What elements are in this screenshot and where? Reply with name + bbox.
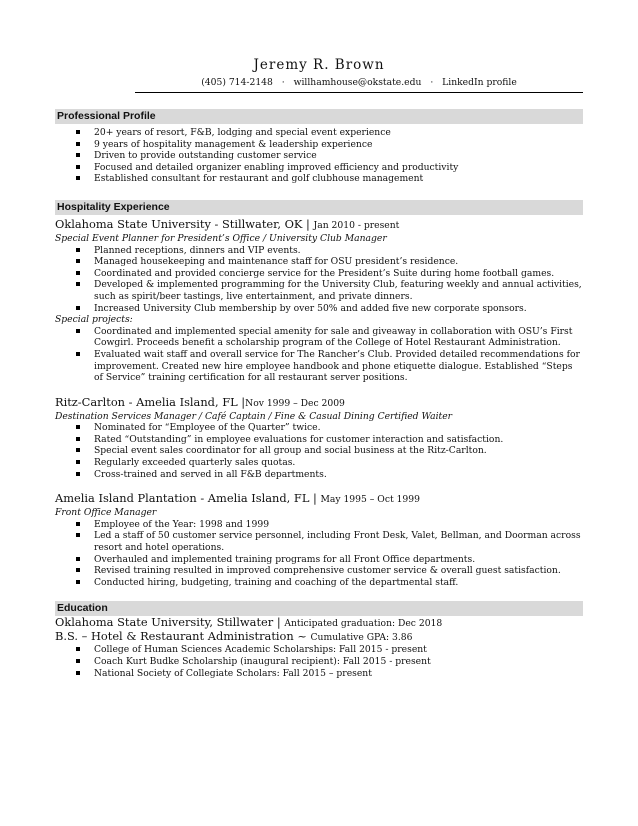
list-item: Led a staff of 50 customer service personnel, including Front Desk, Valet, Bellman, and Doorman across resort and hotel operations.	[55, 530, 583, 553]
list-item: Coordinated and provided concierge service for the President’s Suite during home football games.	[55, 268, 583, 280]
special-projects-label: Special projects:	[55, 314, 133, 326]
list-item: Regularly exceeded quarterly sales quotas.	[55, 457, 583, 469]
list-item: Cross-trained and served in all F&B departments.	[55, 469, 583, 481]
honors-list	[55, 644, 583, 679]
gpa: Cumulative GPA: 3.86	[310, 632, 413, 644]
list-item: Revised training resulted in improved comprehensive customer service & overall guest satisfaction.	[55, 565, 583, 577]
list-item: Employee of the Year: 1998 and 1999	[55, 519, 583, 531]
employer-line	[55, 217, 583, 233]
employer-name: Ritz-Carlton - Amelia Island, FL |	[55, 394, 246, 409]
list-item: Managed housekeeping and maintenance staff for OSU president’s residence.	[55, 256, 583, 268]
phone-number: (405) 714-2148	[201, 77, 273, 88]
contact-separator: ·	[281, 77, 285, 88]
employer-name: Amelia Island Plantation - Amelia Island, FL |	[55, 491, 317, 506]
list-item: Increased University Club membership by over 50% and added five new corporate sponsors.	[55, 303, 583, 315]
list-item: College of Human Sciences Academic Scholarships: Fall 2015 - present	[55, 644, 583, 656]
employment-dates: May 1995 – Oct 1999	[320, 494, 420, 506]
list-item: Established consultant for restaurant and golf clubhouse management	[55, 173, 583, 185]
school-name: Oklahoma State University, Stillwater |	[55, 615, 281, 630]
list-item: 9 years of hospitality management & leadership experience	[55, 139, 583, 151]
employer-name: Oklahoma State University - Stillwater, OK |	[55, 216, 310, 231]
list-item: 20+ years of resort, F&B, lodging and special event experience	[55, 127, 583, 139]
job-duties-list	[55, 422, 583, 480]
list-item: Coordinated and implemented special amenity for sale and giveaway in collaboration with OSU’s First Cowgirl. Proceeds benefit a scholarship program of the College of Hotel Restaurant Administration.	[55, 326, 583, 349]
employer-line	[55, 395, 583, 411]
list-item: Nominated for “Employee of the Quarter” twice.	[55, 422, 583, 434]
list-item: Coach Kurt Budke Scholarship (inaugural recipient): Fall 2015 - present	[55, 656, 583, 668]
job-role: Destination Services Manager / Café Captain / Fine & Casual Dining Certified Waiter	[55, 410, 453, 422]
school-line	[55, 616, 583, 630]
candidate-name: Jeremy R. Brown	[253, 57, 385, 73]
list-item: Special event sales coordinator for all group and social business at the Ritz-Carlton.	[55, 445, 583, 457]
linkedin-link[interactable]: LinkedIn profile	[442, 77, 517, 88]
resume-page	[55, 0, 583, 679]
list-item: Focused and detailed organizer enabling improved efficiency and productivity	[55, 162, 583, 174]
list-item: Conducted hiring, budgeting, training and coaching of the departmental staff.	[55, 577, 583, 589]
job-duties-list	[55, 519, 583, 589]
employer-line	[55, 491, 583, 507]
email-address[interactable]: willhamhouse@okstate.edu	[293, 77, 422, 88]
list-item: Developed & implemented programming for the University Club, featuring weekly and annual activities, such as spirit/beer tastings, live entertainment, and private dinners.	[55, 279, 583, 302]
employment-dates: Jan 2010 - present	[313, 219, 400, 231]
degree-name: B.S. – Hotel & Restaurant Administration ~	[55, 629, 307, 644]
list-item: Rated “Outstanding” in employee evaluations for customer interaction and satisfaction.	[55, 434, 583, 446]
section-heading-experience: Hospitality Experience	[55, 200, 583, 215]
employment-dates: Nov 1999 – Dec 2009	[245, 397, 345, 409]
list-item: Evaluated wait staff and overall service for The Rancher’s Club. Provided detailed recommendations for improvement. Created new hire employee handbook and phone etiquette dialogue. Established “Steps of Service” training certification for all restaurant server positions.	[55, 349, 583, 384]
job-role: Special Event Planner for President’s Office / University Club Manager	[55, 232, 387, 244]
section-heading-education: Education	[55, 601, 583, 616]
contact-line	[135, 77, 583, 93]
section-heading-profile: Professional Profile	[55, 109, 583, 124]
list-item: National Society of Collegiate Scholars: Fall 2015 – present	[55, 668, 583, 680]
list-item: Driven to provide outstanding customer service	[55, 150, 583, 162]
contact-separator: ·	[430, 77, 434, 88]
profile-list	[55, 127, 583, 185]
special-projects-list	[55, 326, 583, 384]
job-duties-list	[55, 245, 583, 315]
list-item: Overhauled and implemented training programs for all Front Office departments.	[55, 554, 583, 566]
list-item: Planned receptions, dinners and VIP events.	[55, 245, 583, 257]
graduation-date: Anticipated graduation: Dec 2018	[284, 618, 443, 630]
degree-line	[55, 630, 583, 644]
job-role: Front Office Manager	[55, 507, 157, 519]
